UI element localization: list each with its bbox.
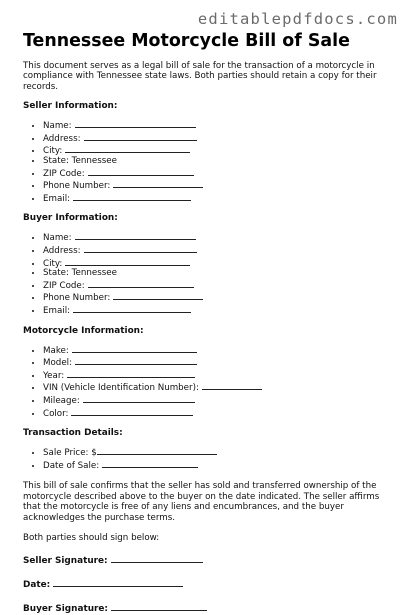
seller-state-field: • State: Tennessee (43, 157, 393, 167)
sign-prompt: Both parties should sign below: (23, 532, 160, 543)
buyer-signature-row: Buyer Signature: (23, 602, 393, 615)
seller-name-line[interactable] (75, 119, 196, 128)
seller-email-field: • Email: (43, 192, 393, 205)
buyer-zip-line[interactable] (88, 279, 194, 288)
buyer-phone-line[interactable] (113, 291, 203, 300)
sale-price-field: • Sale Price: $ (43, 446, 393, 459)
motorcycle-make-line[interactable] (72, 344, 197, 353)
seller-phone-line[interactable] (113, 179, 203, 188)
motorcycle-model-line[interactable] (75, 356, 197, 365)
seller-address-line[interactable] (84, 132, 197, 141)
seller-name-field: • Name: (43, 119, 393, 132)
seller-city-line[interactable] (65, 144, 190, 153)
confirmation-paragraph: This bill of sale confirms that the seller has sold and transferred ownership of the motorcycle described above to the buyer on the date indicated. The seller affirms that the motorcycle is free of any liens and encumbrances, and the buyer acknowledges the purchase terms. (23, 481, 380, 523)
motorcycle-year-line[interactable] (67, 369, 195, 378)
buyer-address-line[interactable] (84, 244, 197, 253)
seller-phone-field: • Phone Number: (43, 179, 393, 192)
transaction-fields (23, 446, 393, 471)
intro-paragraph: This document serves as a legal bill of sale for the transaction of a motorcycle in compliance with Tennessee state laws. Both parties should retain a copy for their records. (23, 61, 377, 92)
seller-fields (23, 119, 393, 204)
buyer-name-field: • Name: (43, 231, 393, 244)
document-page (23, 30, 393, 615)
document-title: Tennessee Motorcycle Bill of Sale (23, 31, 350, 51)
motorcycle-mileage-field: • Mileage: (43, 394, 393, 407)
motorcycle-model-field: • Model: (43, 356, 393, 369)
motorcycle-color-line[interactable] (71, 407, 193, 416)
motorcycle-make-field: • Make: (43, 344, 393, 357)
motorcycle-year-field: • Year: (43, 369, 393, 382)
watermark: editablepdfdocs.com (197, 10, 398, 28)
seller-zip-field: • ZIP Code: (43, 167, 393, 180)
seller-heading: Seller Information: (23, 101, 118, 112)
motorcycle-heading: Motorcycle Information: (23, 325, 144, 336)
motorcycle-color-field: • Color: (43, 407, 393, 420)
motorcycle-vin-field: • VIN (Vehicle Identification Number): (43, 381, 393, 394)
buyer-city-line[interactable] (65, 257, 190, 266)
buyer-signature-line[interactable] (111, 602, 207, 611)
date-row: Date: (23, 578, 393, 591)
sale-price-line[interactable] (97, 446, 217, 455)
buyer-phone-field: • Phone Number: (43, 291, 393, 304)
buyer-state-field: • State: Tennessee (43, 269, 393, 279)
motorcycle-vin-line[interactable] (202, 381, 262, 390)
sale-date-line[interactable] (102, 459, 198, 468)
transaction-heading: Transaction Details: (23, 428, 123, 439)
buyer-email-field: • Email: (43, 304, 393, 317)
buyer-heading: Buyer Information: (23, 213, 118, 224)
motorcycle-mileage-line[interactable] (83, 394, 195, 403)
buyer-email-line[interactable] (73, 304, 191, 313)
seller-address-field: • Address: (43, 132, 393, 145)
buyer-zip-field: • ZIP Code: (43, 279, 393, 292)
seller-zip-line[interactable] (88, 167, 194, 176)
seller-city-field: • City: (43, 144, 393, 157)
buyer-city-field: • City: (43, 257, 393, 270)
motorcycle-fields (23, 344, 393, 420)
seller-signature-line[interactable] (111, 554, 203, 563)
buyer-name-line[interactable] (75, 231, 196, 240)
sale-date-field: • Date of Sale: (43, 459, 393, 472)
seller-signature-row: Seller Signature: (23, 554, 393, 567)
date-line[interactable] (53, 578, 183, 587)
buyer-fields (23, 231, 393, 316)
seller-email-line[interactable] (73, 192, 191, 201)
buyer-address-field: • Address: (43, 244, 393, 257)
